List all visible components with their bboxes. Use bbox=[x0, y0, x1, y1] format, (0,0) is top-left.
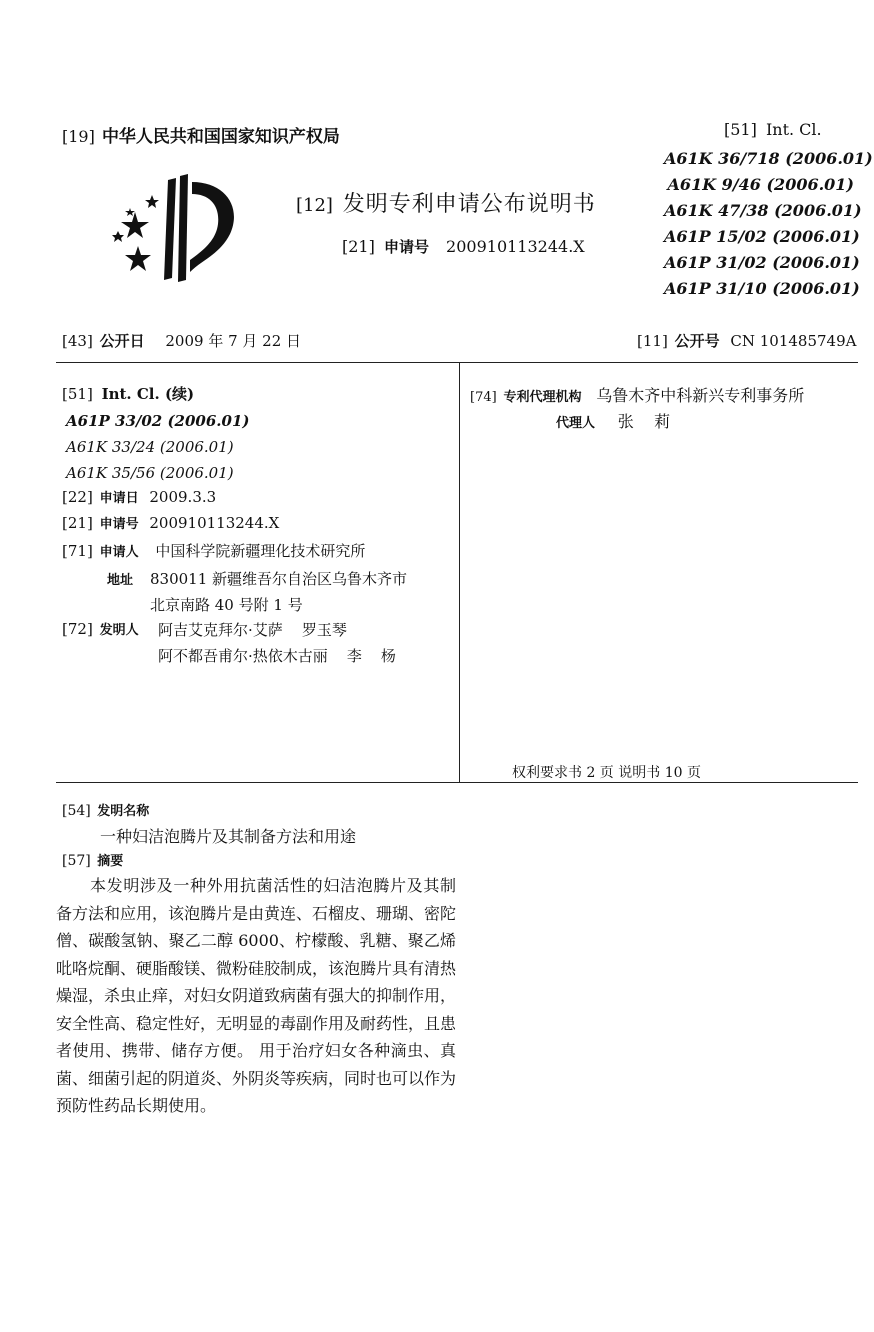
divider-vertical bbox=[459, 363, 460, 783]
logo-star-small bbox=[145, 195, 159, 208]
intcl-cont-item: A61K 35/56 (2006.01) bbox=[66, 464, 234, 482]
inventor-line bbox=[62, 619, 139, 638]
logo-star-large bbox=[121, 212, 149, 238]
office-header bbox=[62, 122, 340, 147]
applicant-code: [71] bbox=[62, 542, 93, 560]
pub-date-code: [43] bbox=[62, 332, 93, 350]
address-line: 830011 新疆维吾尔自治区乌鲁木齐市 bbox=[150, 570, 408, 588]
app-number-value: 200910113244.X bbox=[149, 514, 280, 532]
page-count: 权利要求书 2 页 说明书 10 页 bbox=[512, 765, 701, 781]
divider-bottom bbox=[56, 782, 858, 783]
intcl-item: A61P 31/10 (2006.01) bbox=[664, 279, 860, 298]
app-num-code: [21] bbox=[342, 237, 375, 256]
header-app-number bbox=[342, 236, 585, 257]
pub-num-code: [11] bbox=[637, 332, 668, 350]
title-code: [54] bbox=[62, 803, 91, 819]
intcl-heading bbox=[724, 120, 822, 139]
agent-label: 代理人 bbox=[556, 416, 596, 431]
office-code: [19] bbox=[62, 127, 95, 146]
logo-star-large bbox=[125, 246, 151, 271]
intcl-cont-item: A61K 33/24 (2006.01) bbox=[66, 438, 234, 456]
intcl-cont-code: [51] bbox=[62, 385, 93, 403]
pub-num-label: 公开号 bbox=[674, 332, 720, 350]
filing-date-line bbox=[62, 487, 216, 506]
doc-type-code: [12] bbox=[296, 195, 333, 216]
intcl-label: Int. Cl. bbox=[765, 120, 822, 139]
address-label: 地址 bbox=[107, 573, 134, 588]
title-heading bbox=[62, 800, 149, 819]
intcl-item: A61P 31/02 (2006.01) bbox=[664, 253, 860, 272]
logo-stroke-curve bbox=[190, 182, 234, 272]
abstract-text: 本发明涉及一种外用抗菌活性的妇洁泡腾片及其制备方法和应用，该泡腾片是由黄连、石榴皮、珊瑚、密陀僧、碳酸氢钠、聚乙二醇 6000、柠檬酸、乳糖、聚乙烯吡咯烷酮、硬脂酸镁、微粉硅胶制成，该泡腾片具有清热燥湿，杀虫止痒，对妇女阴道致病菌有强大的抑制作用，安全性高、稳定性好，无明显的毒副作用及耐药性，且患者使用、携带、储存方便。 用于治疗妇女各种滴虫、真菌、细菌引起的阴道炎、外阴炎等疾病，同时也可以作为预防性药品长期使用。 bbox=[56, 876, 457, 1115]
office-name: 中华人民共和国国家知识产权局 bbox=[101, 127, 340, 147]
pub-date-line bbox=[62, 330, 301, 351]
inventor-block bbox=[158, 617, 396, 669]
intcl-cont-label: Int. Cl. (续) bbox=[101, 385, 195, 403]
applicant-line bbox=[62, 540, 365, 561]
inventor-names: 阿不都吾甫尔·热依木古丽 李 杨 bbox=[158, 647, 396, 665]
abstract-heading bbox=[62, 850, 123, 869]
inventor-names: 阿吉艾克拜尔·艾萨 罗玉琴 bbox=[158, 621, 347, 639]
agency-label: 专利代理机构 bbox=[503, 390, 582, 405]
inventor-code: [72] bbox=[62, 620, 93, 638]
applicant-label: 申请人 bbox=[99, 545, 139, 560]
app-number-line bbox=[62, 513, 279, 532]
agency-value: 乌鲁木齐中科新兴专利事务所 bbox=[596, 386, 805, 405]
intcl-item: A61K 36/718 (2006.01) bbox=[664, 149, 873, 168]
intcl-item: A61P 15/02 (2006.01) bbox=[664, 227, 860, 246]
logo-star-small bbox=[125, 208, 135, 216]
app-num-value: 200910113244.X bbox=[446, 237, 585, 256]
cnipa-logo bbox=[106, 168, 236, 286]
app-num-label: 申请号 bbox=[383, 238, 429, 256]
app-number-label: 申请号 bbox=[99, 517, 139, 532]
doc-type-line bbox=[296, 187, 596, 218]
title-label: 发明名称 bbox=[97, 804, 150, 819]
filing-date-value: 2009.3.3 bbox=[149, 488, 217, 506]
intcl-cont-item: A61P 33/02 (2006.01) bbox=[66, 412, 250, 430]
divider-top bbox=[56, 362, 858, 363]
intcl-item: A61K 47/38 (2006.01) bbox=[664, 201, 862, 220]
filing-date-label: 申请日 bbox=[99, 491, 139, 506]
intcl-cont-list bbox=[66, 408, 250, 486]
pub-date-label: 公开日 bbox=[99, 332, 145, 350]
intcl-cont-heading bbox=[62, 383, 194, 404]
agent-line bbox=[556, 409, 670, 432]
inventor-label: 发明人 bbox=[99, 623, 139, 638]
intcl-list bbox=[664, 146, 873, 302]
logo-star-small bbox=[112, 231, 124, 242]
agent-value: 张 莉 bbox=[617, 412, 671, 431]
address-block bbox=[150, 566, 407, 618]
pub-num-line bbox=[637, 330, 856, 351]
invention-title: 一种妇洁泡腾片及其制备方法和用途 bbox=[100, 827, 357, 846]
app-number-code: [21] bbox=[62, 514, 93, 532]
intcl-item: A61K 9/46 (2006.01) bbox=[667, 175, 854, 194]
logo-stroke-left bbox=[164, 178, 176, 280]
applicant-value: 中国科学院新疆理化技术研究所 bbox=[155, 542, 366, 560]
abstract-code: [57] bbox=[62, 853, 91, 869]
address-line: 北京南路 40 号附 1 号 bbox=[150, 596, 303, 614]
pub-date-value: 2009 年 7 月 22 日 bbox=[165, 332, 302, 350]
intcl-code: [51] bbox=[724, 120, 757, 139]
pub-num-value: CN 101485749A bbox=[730, 332, 857, 350]
logo-stroke-mid bbox=[178, 174, 188, 282]
agency-code: [74] bbox=[470, 390, 497, 405]
filing-date-code: [22] bbox=[62, 488, 93, 506]
doc-type-title: 发明专利申请公布说明书 bbox=[342, 192, 596, 217]
agency-line bbox=[470, 383, 804, 406]
abstract-label: 摘要 bbox=[97, 854, 124, 869]
